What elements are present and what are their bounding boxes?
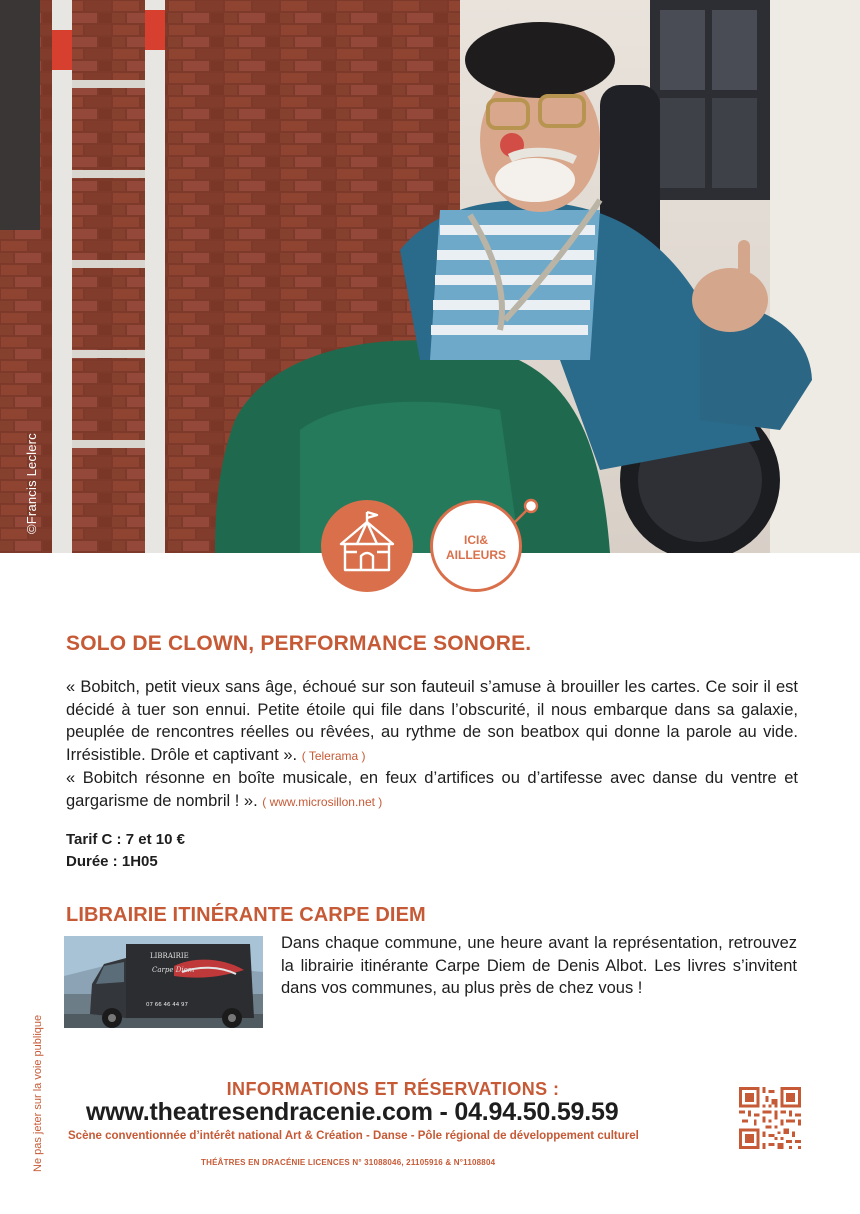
quote-microsillon-text: « Bobitch résonne en boîte musicale, en feux d’artifices ou d’artifesse avec danse du ventre et gargarisme de nombril ! ». xyxy=(66,769,798,810)
licences-line: THÉÂTRES EN DRACÉNIE LICENCES N° 31088046, 21105916 & N°1108804 xyxy=(201,1158,496,1167)
librairie-description: Dans chaque commune, une heure avant la représentation, retrouvez la librairie itinérante Carpe Diem de Denis Albot. Les livres s’invitent dans vos communes, au plus près de chez vous ! xyxy=(281,934,797,997)
ailleurs-label: AILLEURS xyxy=(446,548,506,562)
quote-microsillon xyxy=(66,767,798,813)
show-details xyxy=(66,829,185,873)
van-sign-text: LIBRAIRIE xyxy=(150,952,189,960)
hero-photo xyxy=(0,0,860,553)
photo-credit: ©Francis Leclerc xyxy=(24,433,39,534)
circus-badge xyxy=(321,500,413,592)
clown-performance-photo xyxy=(0,0,860,553)
duree-line: Durée : 1H05 xyxy=(66,853,158,870)
quote-telerama xyxy=(66,676,798,767)
qr-code-icon[interactable] xyxy=(739,1087,801,1149)
van-brand-text: Carpe Diem xyxy=(152,966,195,974)
ici-label: ICI& xyxy=(464,533,488,547)
info-heading: INFORMATIONS ET RÉSERVATIONS : xyxy=(226,1079,560,1099)
van-phone-text: 07 66 46 44 97 xyxy=(146,1002,188,1008)
scene-conventionnee-line: Scène conventionnée d’intérêt national Art & Création - Danse - Pôle régional de développement culturel xyxy=(68,1130,639,1142)
headline-dot: . xyxy=(525,632,532,655)
pin-icon xyxy=(506,495,546,535)
van-illustration xyxy=(64,936,263,1028)
website-phone-link[interactable]: www.theatresendracenie.com - 04.94.50.59.59 xyxy=(86,1098,619,1126)
quote-telerama-text: « Bobitch, petit vieux sans âge, échoué sur son fauteuil s’amuse à brouiller les cartes. Ce soir il est décidé à tuer son ennui. Petite étoile qui file dans l’obscurité, il nous embarque dans sa galaxie, peuplée de rencontres réelles ou rêvées, au rythme de son beatbox qui donne la parole au vide. Irrésistible. Drôle et captivant ». xyxy=(66,678,798,764)
show-headline xyxy=(66,632,531,656)
press-quotes xyxy=(66,676,798,813)
librairie-title: LIBRAIRIE ITINÉRANTE CARPE DIEM xyxy=(66,904,426,926)
quote-microsillon-source: ( www.microsillon.net ) xyxy=(262,794,383,809)
headline-text: SOLO DE CLOWN, PERFORMANCE SONORE xyxy=(66,632,526,655)
tarif-line: Tarif C : 7 et 10 € xyxy=(66,831,185,848)
circus-tent-icon xyxy=(321,500,413,592)
side-note: Ne pas jeter sur la voie publique xyxy=(32,1014,44,1172)
librairie-van-photo xyxy=(64,936,263,1028)
quote-telerama-source: ( Telerama ) xyxy=(301,748,366,763)
